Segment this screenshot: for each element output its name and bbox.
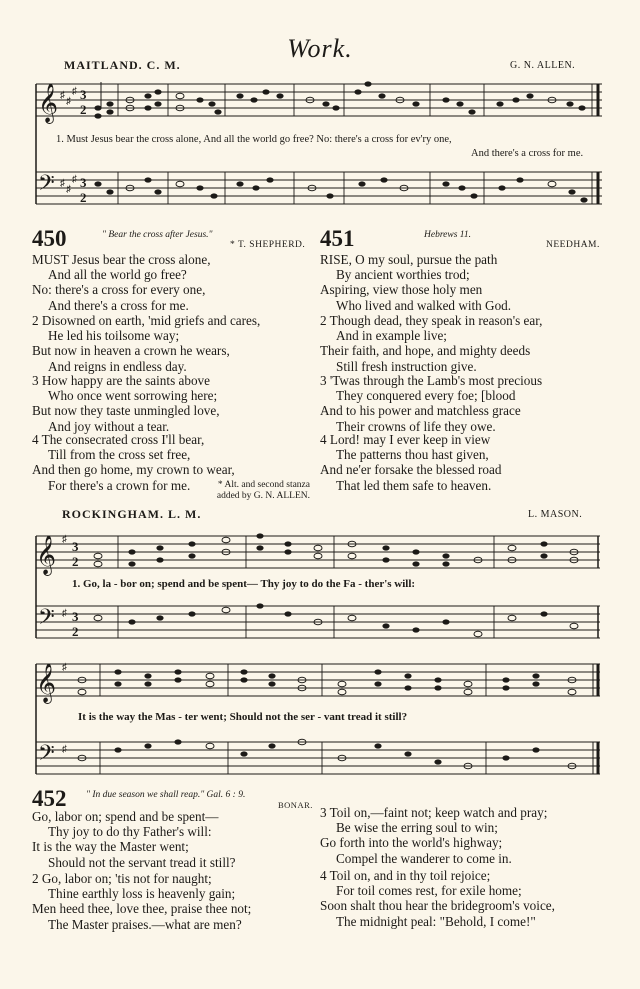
section-title: Work. [287,34,353,63]
svg-text:♯: ♯ [62,662,67,673]
hymn-author-452: BONAR. [278,800,313,810]
svg-text:♯: ♯ [72,86,77,97]
svg-text:♯: ♯ [62,608,67,619]
hymn-451-stanza-4: 4 Lord! may I ever keep in view The patterns thou hast given, And ne'er forsake the blessed road That led them safe to heaven. [320,432,502,493]
tune-name-maitland: MAITLAND. C. M. [64,58,181,72]
hymn-number-451: 451 [320,226,355,251]
svg-text:♯: ♯ [72,174,77,185]
bass-clef-icon: 𝄢 [38,171,55,200]
hymn-number-452: 452 [32,786,67,811]
hymn-451-stanza-2: 2 Though dead, they speak in reason's ear, And in example live; Their faith, and hope, and mighty deeds Still fresh instruction give. [320,313,543,374]
treble-clef-icon: 𝄞 [36,537,57,574]
treble-clef-icon: 𝄞 [36,665,57,702]
composer-maitland: G. N. ALLEN. [510,60,576,71]
svg-text:♯: ♯ [66,96,71,107]
bass-staff-maitland [36,172,602,204]
hymn-452-stanza-4: 4 Toil on, and in thy toil rejoice; For toil comes rest, for exile home; Soon shalt thou hear the bridegroom's voice, The midnight peal: "Behold, I come!" [320,868,555,929]
hymn-author-450: * T. SHEPHERD. [230,240,306,250]
hymn-author-451: NEEDHAM. [546,240,600,250]
hymn-451-stanza-1: RISE, O my soul, pursue the path By ancient worthies trod; Aspiring, view those holy men Who lived and walked with God. [320,252,512,313]
svg-text:2: 2 [72,554,79,569]
bass-clef-icon: 𝄢 [38,741,55,770]
hymn-reference-452: " In due season we shall reap." Gal. 6 : 9. [86,790,246,800]
lyric-maitland-line2: And there's a cross for me. [471,148,584,159]
svg-text:3: 3 [72,539,79,554]
svg-text:3: 3 [80,87,87,102]
svg-text:2: 2 [72,624,79,639]
hymn-450-stanza-2: 2 Disowned on earth, 'mid griefs and cares, He led his toilsome way; But now in heaven a crown he wears, And reigns in endless day. [32,313,261,374]
hymn-452-stanza-3: 3 Toil on,—faint not; keep watch and pray; Be wise the erring soul to win; Go forth into the world's highway; Compel the wanderer to come in. [320,805,548,866]
svg-text:2: 2 [80,190,87,205]
svg-text:♯: ♯ [62,744,67,755]
svg-text:♯: ♯ [60,178,65,189]
composer-rockingham: L. MASON. [528,509,583,520]
hymn-reference-450: " Bear the cross after Jesus." [102,230,213,240]
lyric-rockingham-line1: 1. Go, la - bor on; spend and be spent— Thy joy to do the Fa - ther's will: [72,578,416,590]
svg-text:♯: ♯ [60,90,65,101]
hymn-452-stanza-1: Go, labor on; spend and be spent— Thy joy to do thy Father's will: It is the way the Master went; Should not the servant tread it still? [32,809,236,870]
footnote-450: * Alt. and second stanza added by G. N. ALLEN. [216,480,310,501]
lyric-rockingham-line2: It is the way the Mas - ter went; Should not the ser - vant tread it still? [78,711,408,723]
hymn-450-stanza-4: 4 The consecrated cross I'll bear, Till from the cross set free, And then go home, my crown to wear, For there's a crown for me. [32,432,235,493]
svg-text:2: 2 [80,102,87,117]
hymn-450-stanza-1: MUST Jesus bear the cross alone, And all the world go free? No: there's a cross for every one, And there's a cross for me. [32,252,211,313]
hymn-452-stanza-2: 2 Go, labor on; 'tis not for naught; Thine earthly loss is heavenly gain; Men heed thee, love thee, praise thee not; The Master praises.—what are men? [32,871,252,932]
svg-text:♯: ♯ [66,184,71,195]
svg-text:3: 3 [72,609,79,624]
hymn-450-stanza-3: 3 How happy are the saints above Who once went sorrowing here; But now they taste unmingled love, And joy without a tear. [32,373,220,434]
lyric-maitland-line1: 1. Must Jesus bear the cross alone, And all the world go free? No: there's a cross for ev'ry one, [56,134,452,145]
treble-clef-icon: 𝄞 [38,85,59,122]
svg-text:♯: ♯ [62,534,67,545]
hymn-451-stanza-3: 3 'Twas through the Lamb's most precious They conquered every foe; [blood And to his power and matchless grace Their crowns of life they owe. [320,373,543,434]
svg-text:3: 3 [80,175,87,190]
tune-name-rockingham: ROCKINGHAM. L. M. [62,507,202,521]
hymn-number-450: 450 [32,226,67,251]
hymn-reference-451: Hebrews 11. [424,230,471,240]
bass-clef-icon: 𝄢 [38,605,55,634]
